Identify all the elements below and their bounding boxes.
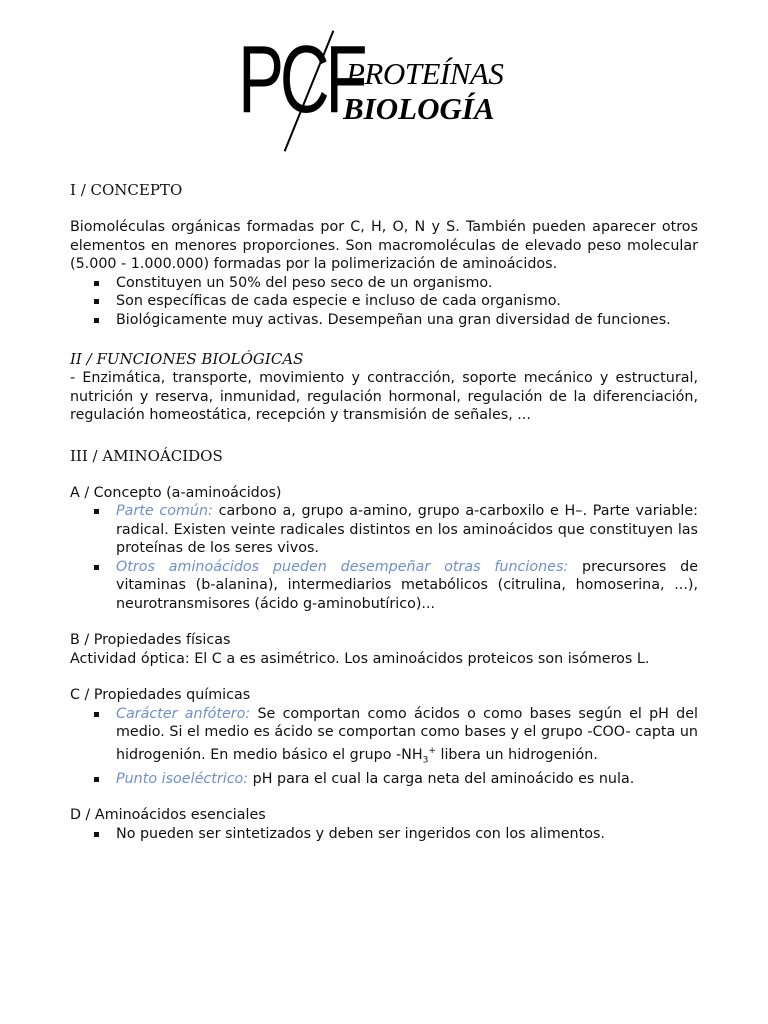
highlight-label: Otros aminoácidos pueden desempeñar otras funciones:	[116, 558, 569, 575]
section-2-paragraph: - Enzimática, transporte, movimiento y contracción, soporte mecánico y estructural, nutrición y reserva, inmunidad, regulación hormonal, regulación de la diferenciación, regulación homeostática, recepción y transmisión de señales, ...	[70, 370, 698, 423]
section-1-paragraph: Biomoléculas orgánicas formadas por C, H, O, N y S. También pueden aparecer otros elementos en menores proporciones. Son macromoléculas de elevado peso molecular (5.000 - 1.000.000) formadas por la polimerización de aminoácidos.	[70, 219, 698, 272]
list-item: Constituyen un 50% del peso seco de un organismo.	[70, 274, 698, 293]
highlight-label: Parte común:	[116, 503, 213, 519]
list-item-text: carbono a, grupo a-amino, grupo a-carboxilo e H–. Parte variable: radical. Existen veinte radicales distintos en los aminoácidos que constituyen las proteínas de los seres vivos.	[116, 503, 698, 556]
list-item-text: Se comportan como ácidos o como bases según el pH del medio. Si el medio es ácido se comportan como bases y el grupo -COO- capta un hidrogenión. En medio básico el grupo -NH	[116, 705, 699, 763]
logo-biologia-text: BIOLOGÍA	[343, 91, 495, 126]
subsection-c-bullet-list	[70, 705, 698, 789]
list-item	[70, 770, 698, 789]
list-item	[70, 705, 698, 770]
subsection-b-paragraph: Actividad óptica: El C a es asimétrico. Los aminoácidos proteicos son isómeros L.	[70, 650, 650, 667]
list-item-text: pH para el cual la carga neta del aminoácido es nula.	[248, 770, 635, 787]
subsection-b-title: B / Propiedades físicas	[70, 632, 231, 648]
list-item	[70, 558, 698, 614]
superscript: +	[428, 745, 436, 756]
list-item: No pueden ser sintetizados y deben ser ingeridos con los alimentos.	[70, 825, 698, 844]
section-3-heading: III / AMINOÁCIDOS	[70, 446, 223, 465]
logo-proteinas-text: PROTEÍNAS	[346, 56, 504, 91]
list-item-text: libera un hidrogenión.	[435, 746, 598, 763]
list-item-text: precursores de vitaminas (b-alanina), intermediarios metabólicos (citrulina, homoserina, ...), neurotransmisores (ácido g-aminobutírico)...	[116, 558, 698, 612]
section-1-heading: I / CONCEPTO	[70, 181, 183, 199]
list-item	[70, 502, 698, 558]
subsection-a-title: A / Concepto (a-aminoácidos)	[70, 484, 282, 501]
subsection-d-title: D / Aminoácidos esenciales	[70, 807, 266, 824]
list-item: Son específicas de cada especie e incluso de cada organismo.	[70, 292, 698, 311]
document-body	[70, 180, 698, 843]
subsection-c-title: C / Propiedades químicas	[70, 687, 251, 703]
highlight-label: Carácter anfótero:	[116, 705, 251, 722]
subsection-a-bullet-list	[70, 502, 698, 613]
list-item: Biológicamente muy activas. Desempeñan una gran diversidad de funciones.	[70, 311, 698, 330]
logo	[228, 22, 528, 160]
logo-pcf-text: PCF	[238, 26, 364, 133]
subscript: 3	[422, 755, 429, 766]
subsection-d-bullet-list	[70, 825, 698, 844]
section-2-heading: II / FUNCIONES BIOLÓGICAS	[70, 350, 304, 368]
section-1-bullet-list	[70, 274, 698, 330]
highlight-label: Punto isoeléctrico:	[116, 770, 249, 787]
